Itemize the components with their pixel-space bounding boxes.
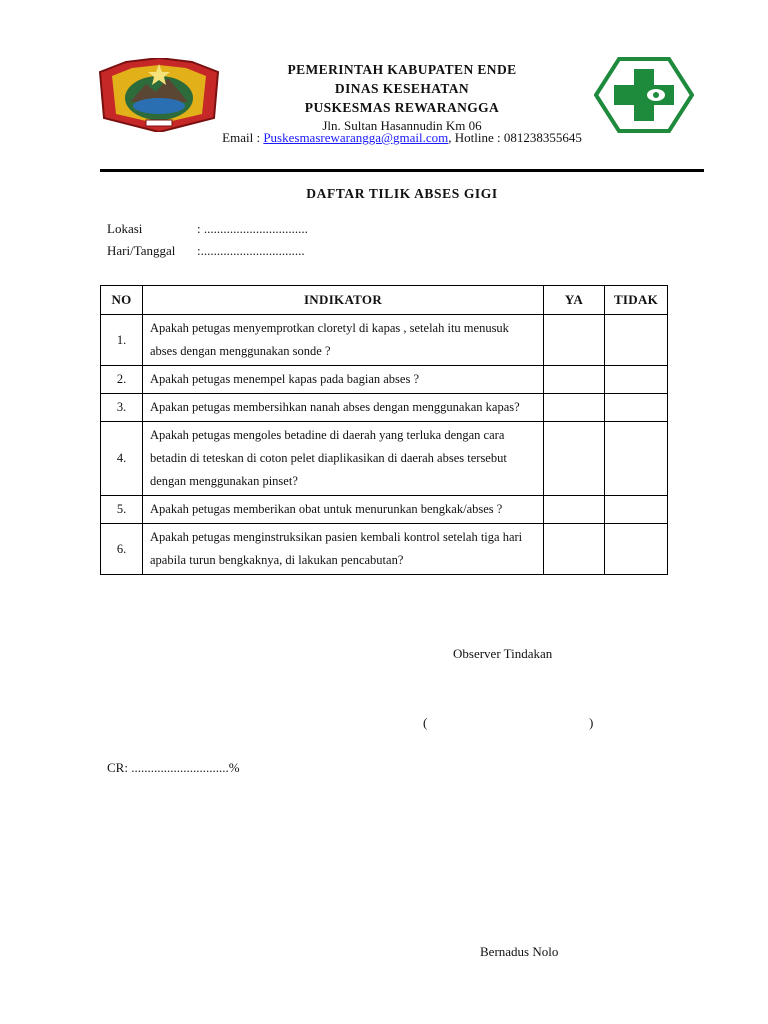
field-lokasi-label: Lokasi bbox=[107, 221, 143, 236]
tidak-checkbox-cell[interactable] bbox=[605, 315, 668, 366]
hotline-text: , Hotline : 081238355645 bbox=[448, 130, 582, 145]
tidak-checkbox-cell[interactable] bbox=[605, 524, 668, 575]
contact-line bbox=[150, 130, 654, 146]
field-lokasi bbox=[107, 221, 308, 237]
header-institution: PUSKESMAS REWARANGGA bbox=[304, 100, 500, 115]
tidak-checkbox-cell[interactable] bbox=[605, 422, 668, 496]
ya-checkbox-cell[interactable] bbox=[544, 524, 605, 575]
ya-checkbox-cell[interactable] bbox=[544, 366, 605, 394]
ya-checkbox-cell[interactable] bbox=[544, 422, 605, 496]
signature-paren-open: ( bbox=[423, 715, 428, 730]
ya-checkbox-cell[interactable] bbox=[544, 394, 605, 422]
table-row bbox=[101, 366, 668, 394]
header-no: NO bbox=[101, 286, 143, 315]
row-indicator: Apakah petugas menempel kapas pada bagian abses ? bbox=[143, 366, 544, 394]
field-hari-tanggal-value: :................................ bbox=[197, 243, 305, 258]
table-row bbox=[101, 422, 668, 496]
observer-label: Observer Tindakan bbox=[453, 646, 553, 661]
checklist-table bbox=[100, 285, 668, 575]
table-row bbox=[101, 496, 668, 524]
signature-paren-close: ) bbox=[589, 715, 594, 730]
row-number: 2. bbox=[101, 366, 143, 394]
email-link[interactable]: Puskesmasrewarangga@gmail.com bbox=[263, 130, 449, 145]
table-header-row bbox=[101, 286, 668, 315]
row-number: 4. bbox=[101, 422, 143, 496]
puskesmas-logo bbox=[594, 57, 694, 133]
tidak-checkbox-cell[interactable] bbox=[605, 394, 668, 422]
row-indicator: Apakah petugas mengoles betadine di daerah yang terluka dengan cara betadin di teteskan di coton pelet diaplikasikan di daerah abses tersebut dengan menggunakan pinset? bbox=[143, 422, 544, 496]
row-number: 5. bbox=[101, 496, 143, 524]
ya-checkbox-cell[interactable] bbox=[544, 496, 605, 524]
signer-name: Bernadus Nolo bbox=[480, 944, 559, 959]
document-title: DAFTAR TILIK ABSES GIGI bbox=[306, 186, 498, 201]
header-government: PEMERINTAH KABUPATEN ENDE bbox=[287, 62, 517, 77]
header-department: DINAS KESEHATAN bbox=[334, 81, 470, 96]
row-indicator: Apakah petugas menginstruksikan pasien kembali kontrol setelah tiga hari apabila turun bengkaknya, di lakukan pencabutan? bbox=[143, 524, 544, 575]
header-indikator: INDIKATOR bbox=[143, 286, 544, 315]
ya-checkbox-cell[interactable] bbox=[544, 315, 605, 366]
header-tidak: TIDAK bbox=[605, 286, 668, 315]
table-row bbox=[101, 524, 668, 575]
tidak-checkbox-cell[interactable] bbox=[605, 496, 668, 524]
tidak-checkbox-cell[interactable] bbox=[605, 366, 668, 394]
row-indicator: Apakan petugas membersihkan nanah abses dengan menggunakan kapas? bbox=[143, 394, 544, 422]
field-hari-tanggal-label: Hari/Tanggal bbox=[107, 243, 176, 258]
row-indicator: Apakah petugas memberikan obat untuk menurunkan bengkak/abses ? bbox=[143, 496, 544, 524]
email-label: Email : bbox=[222, 130, 264, 145]
letterhead bbox=[200, 60, 604, 135]
header-ya: YA bbox=[544, 286, 605, 315]
row-number: 1. bbox=[101, 315, 143, 366]
header-address: Jln. Sultan Hasannudin Km 06 bbox=[322, 118, 482, 133]
cr-percentage: CR: ..............................% bbox=[107, 760, 240, 775]
field-lokasi-value: : ................................ bbox=[197, 221, 308, 236]
row-number: 6. bbox=[101, 524, 143, 575]
header-divider bbox=[100, 169, 704, 172]
table-row bbox=[101, 394, 668, 422]
field-hari-tanggal bbox=[107, 243, 305, 259]
row-number: 3. bbox=[101, 394, 143, 422]
row-indicator: Apakah petugas menyemprotkan cloretyl di kapas , setelah itu menusuk abses dengan menggunakan sonde ? bbox=[143, 315, 544, 366]
table-row bbox=[101, 315, 668, 366]
